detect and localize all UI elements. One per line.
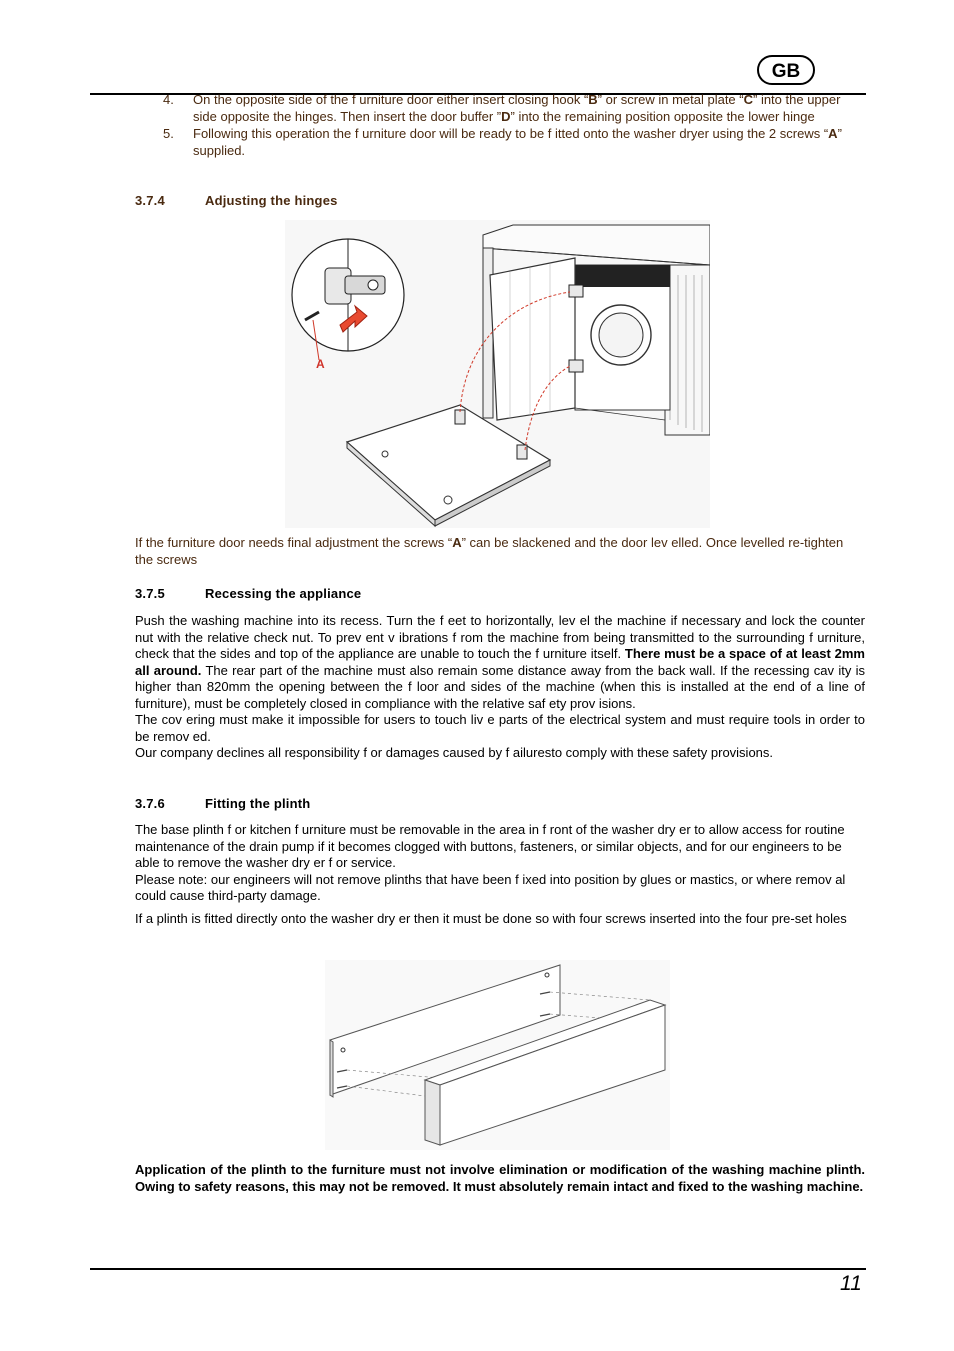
- step-4: 4. On the opposite side of the f urniture door either insert closing hook “B” or screw in metal plate “C” into the upper side opposite the hinges. Then insert the door buffer ”D” into the remaining position opposite the lower hinge: [163, 92, 841, 124]
- hinge-detail-inset: [292, 239, 404, 351]
- section-heading-3-7-4: 3.7.4 Adjusting the hinges: [135, 193, 338, 208]
- plinth-text: [135, 822, 865, 927]
- plinth-fitting-illustration: [325, 960, 670, 1150]
- callout-a-label: A: [316, 357, 325, 371]
- recess-text: [135, 613, 865, 762]
- safety-warning: Application of the plinth to the furniture must not involve elimination or modification of the washing machine plinth. Owing to safety reasons, this may not be removed. It must absolutely remain intact and fixed to the washing machine.: [135, 1162, 865, 1194]
- plinth-paragraph-2: Please note: our engineers will not remove plinths that have been f ixed into position by glues or mastics, or where remov al could cause third-party damage.: [135, 871, 846, 903]
- recess-paragraph-2: The cov ering must make it impossible for users to touch liv e parts of the electrical system and must require tools in order to be remov ed.: [135, 712, 865, 744]
- step-5: 5. Following this operation the f urniture door will be ready to be f itted onto the washer dryer using the 2 screws “A” supplied.: [163, 126, 842, 158]
- page-number: 11: [840, 1272, 862, 1295]
- plinth-paragraph-3: If a plinth is fitted directly onto the washer dry er then it must be done so with four screws inserted into the four pre-set holes: [135, 910, 847, 926]
- section-heading-3-7-6: 3.7.6 Fitting the plinth: [135, 796, 311, 811]
- recess-paragraph-1: Push the washing machine into its recess. Turn the f eet to horizontally, lev el the machine if necessary and lock the counter nut with the relative check nut. To prev ent v ibrations f rom the machine from being transmitted to the surrounding f urniture, check that the sides and top of the appliance are unable to touch the f urniture itself. There must be a space of at least 2mm all around. The rear part of the machine must also remain some distance away from the back wall. If the recessing cav ity is higher than 820mm the opening between the f loor and sides of the machine (when this is installed at the end of a line of furniture), must be completely closed in compliance with the relative saf ety prov isions.: [135, 613, 865, 711]
- step-number: 4.: [163, 92, 174, 107]
- footer-rule: [90, 1268, 866, 1270]
- hinge-adjustment-illustration: [285, 220, 710, 528]
- instruction-list: [135, 92, 855, 160]
- language-badge: GB: [757, 55, 815, 85]
- recess-paragraph-3: Our company declines all responsibility f or damages caused by f ailuresto comply with these safety provisions.: [135, 745, 774, 760]
- section-heading-3-7-5: 3.7.5 Recessing the appliance: [135, 586, 362, 601]
- plinth-paragraph-1: The base plinth f or kitchen f urniture must be removable in the area in f ront of the washer dry er to allow access for routine maintenance of the drain pump if it becomes clogged with buttons, fasteners, or similar objects, and for our engineers to be able to remove the washer dry er f or service.: [135, 822, 845, 870]
- adjust-instructions: If the furniture door needs final adjustment the screws “A” can be slackened and the door lev elled. Once levelled re-tighten the screws: [135, 535, 844, 567]
- step-number: 5.: [163, 126, 174, 141]
